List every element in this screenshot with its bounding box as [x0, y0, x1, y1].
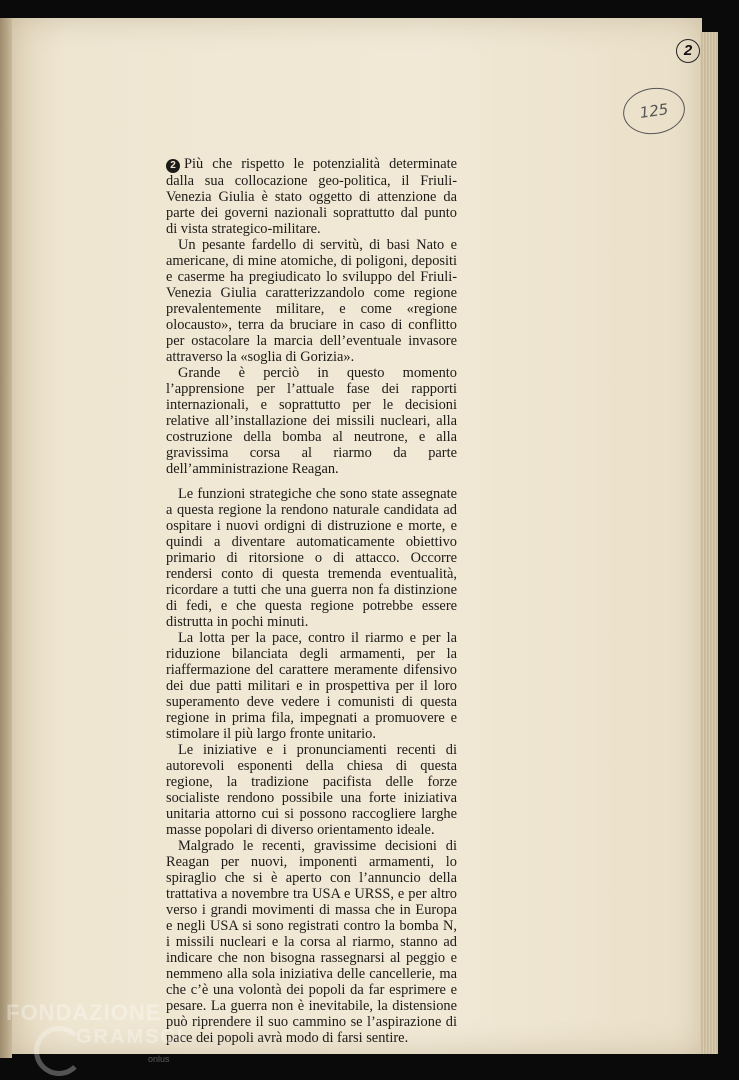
- archive-watermark: [6, 996, 206, 1076]
- paragraph: Grande è perciò in questo momento l’apprensione per l’attuale fase dei rapporti internazionali, e soprattutto per le decisioni relative all’installazione dei missili nucleari, alla costruzione della bomba al neutrone, e alla gravissima corsa al riarmo da parte dell’amministrazione Reagan.: [166, 365, 457, 477]
- watermark-line-3: onlus: [148, 1054, 170, 1064]
- paragraph: Le iniziative e i pronunciamenti recenti di autorevoli esponenti della chiesa di questa regione, la tradizione pacifista delle forze socialiste rendono possibile una forte iniziativa unitaria attorno cui si possono raccogliere larghe masse popolari di diverso orientamento ideale.: [166, 742, 457, 838]
- handwritten-annotation: 125: [620, 84, 688, 138]
- document-body: [166, 156, 457, 1046]
- paragraph: Le funzioni strategiche che sono state assegnate a questa regione la rendono naturale candidata ad ospitare i nuovi ordigni di distruzione e morte, e quindi a diventare automaticamente obiettivo primario di ritorsione o di attacco. Occorre rendersi conto di questa tremenda eventualità, ricordare a tutti che una guerra non fa distinzione di fedi, e che questa regione potrebbe essere distrutta in pochi minuti.: [166, 486, 457, 630]
- section-number-bullet: 2: [166, 159, 180, 173]
- paragraph: Malgrado le recenti, gravissime decisioni di Reagan per nuovi, imponenti armamenti, lo spiraglio che si è aperto con l’annuncio della trattativa a novembre tra USA e URSS, e per altro verso i grandi movimenti di massa che in Europa e negli USA si sono registrati contro la bomba N, i missili nucleari e la corsa al riarmo, stanno ad indicare che non bisogna rassegnarsi al peggio e nemmeno alla sola iniziativa delle cancellerie, ma che c’è una volontà dei popoli da far esprimere e pesare. La guerra non è inevitabile, la distensione può riprendere il suo cammino se l’aspirazione di pace dei popoli avrà modo di farsi sentire.: [166, 838, 457, 1046]
- paragraph: [166, 156, 457, 237]
- page-stack-edge: [700, 32, 718, 1054]
- paragraph-text: Più che rispetto le potenzialità determinate dalla sua collocazione geo-politica, il Friuli-Venezia Giulia è stato oggetto di attenzione da parte dei governi nazionali soprattutto dal punto di vista strategico-militare.: [166, 156, 457, 237]
- watermark-line-2: GRAMSCI: [76, 1026, 185, 1048]
- paragraph: Un pesante fardello di servitù, di basi Nato e americane, di mine atomiche, di poligoni, depositi e caserme ha pregiudicato lo sviluppo del Friuli-Venezia Giulia caratterizzandolo come regione prevalentemente militare, e come «regione olocausto», terra da bruciare in caso di conflitto per ostacolare la marcia dell’eventuale invasore attraverso la «soglia di Gorizia».: [166, 237, 457, 365]
- page-number: 2: [676, 39, 700, 63]
- left-page-edge: [0, 18, 12, 1058]
- paragraph: La lotta per la pace, contro il riarmo e per la riduzione bilanciata degli armamenti, per la riaffermazione del carattere meramente difensivo dei due patti militari e in prospettiva per il loro superamento deve vedere i comunisti di questa regione in prima fila, impegnati a promuovere e stimolare il più largo fronte unitario.: [166, 630, 457, 742]
- watermark-line-1: FONDAZIONE: [6, 1000, 162, 1025]
